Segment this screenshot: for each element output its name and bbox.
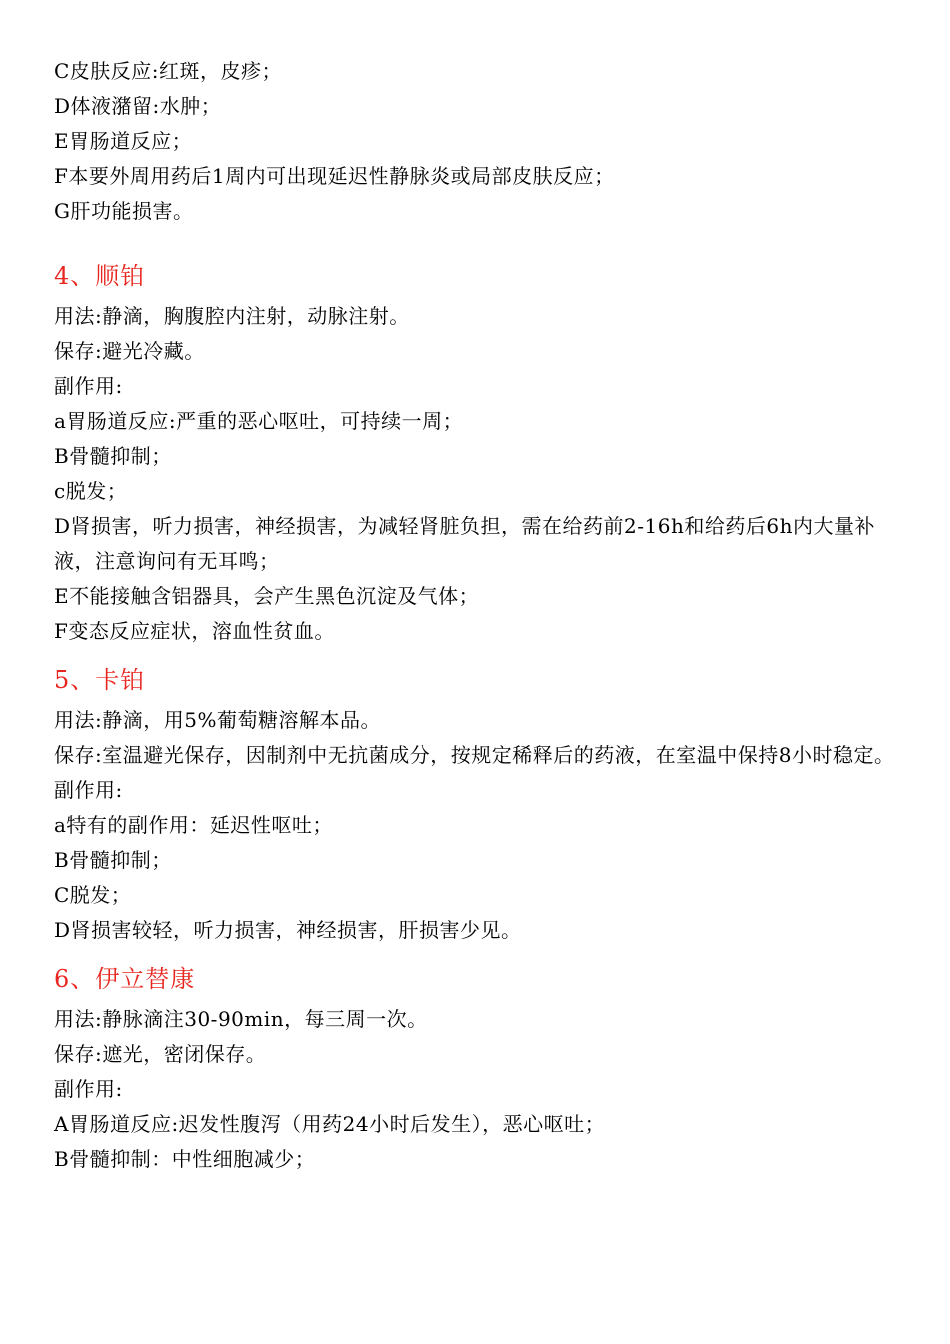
intro-block <box>54 54 896 229</box>
document-page <box>54 54 896 1177</box>
usage-line: 用法:静脉滴注30-90min，每三周一次。 <box>54 1007 428 1031</box>
section-carboplatin <box>54 657 896 948</box>
section-irinotecan <box>54 956 896 1177</box>
storage-line: 保存:室温避光保存，因制剂中无抗菌成分，按规定稀释后的药液，在室温中保持8小时稳定。 <box>54 743 895 767</box>
side-effects-label: 副作用: <box>54 374 123 398</box>
intro-line-f: F本要外周用药后1周内可出现延迟性静脉炎或局部皮肤反应； <box>54 164 615 188</box>
side-effect-item: B骨髓抑制：中性细胞减少； <box>54 1147 316 1171</box>
side-effect-item: F变态反应症状，溶血性贫血。 <box>54 619 335 643</box>
side-effect-item: D肾损害较轻，听力损害，神经损害，肝损害少见。 <box>54 918 522 942</box>
section-cisplatin <box>54 253 896 649</box>
storage-line: 保存:避光冷藏。 <box>54 339 205 363</box>
side-effect-item: E不能接触含铝器具，会产生黑色沉淀及气体； <box>54 584 480 608</box>
side-effect-item: c脱发； <box>54 479 128 503</box>
side-effect-item: B骨髓抑制； <box>54 444 172 468</box>
section-heading: 6、伊立替康 <box>54 965 196 993</box>
side-effects-label: 副作用: <box>54 1077 123 1101</box>
intro-line-c: C皮肤反应:红斑，皮疹； <box>54 59 283 83</box>
side-effect-item: a胃肠道反应:严重的恶心呕吐，可持续一周； <box>54 409 464 433</box>
side-effect-item: C脱发； <box>54 883 132 907</box>
intro-line-g: G肝功能损害。 <box>54 199 194 223</box>
storage-line: 保存:遮光，密闭保存。 <box>54 1042 267 1066</box>
intro-line-e: E胃肠道反应； <box>54 129 193 153</box>
side-effect-item: D肾损害，听力损害，神经损害，为减轻肾脏负担，需在给药前2-16h和给药后6h内大量补液，注意询问有无耳鸣； <box>54 514 875 573</box>
side-effect-item: a特有的副作用：延迟性呕吐； <box>54 813 333 837</box>
section-heading: 4、顺铂 <box>54 262 146 290</box>
side-effect-item: B骨髓抑制； <box>54 848 172 872</box>
side-effect-item: A胃肠道反应:迟发性腹泻（用药24小时后发生），恶心呕吐； <box>54 1112 606 1136</box>
intro-line-d: D体液潴留:水肿； <box>54 94 222 118</box>
section-heading: 5、卡铂 <box>54 666 146 694</box>
usage-line: 用法:静滴，胸腹腔内注射，动脉注射。 <box>54 304 410 328</box>
side-effects-label: 副作用: <box>54 778 123 802</box>
usage-line: 用法:静滴，用5%葡萄糖溶解本品。 <box>54 708 381 732</box>
